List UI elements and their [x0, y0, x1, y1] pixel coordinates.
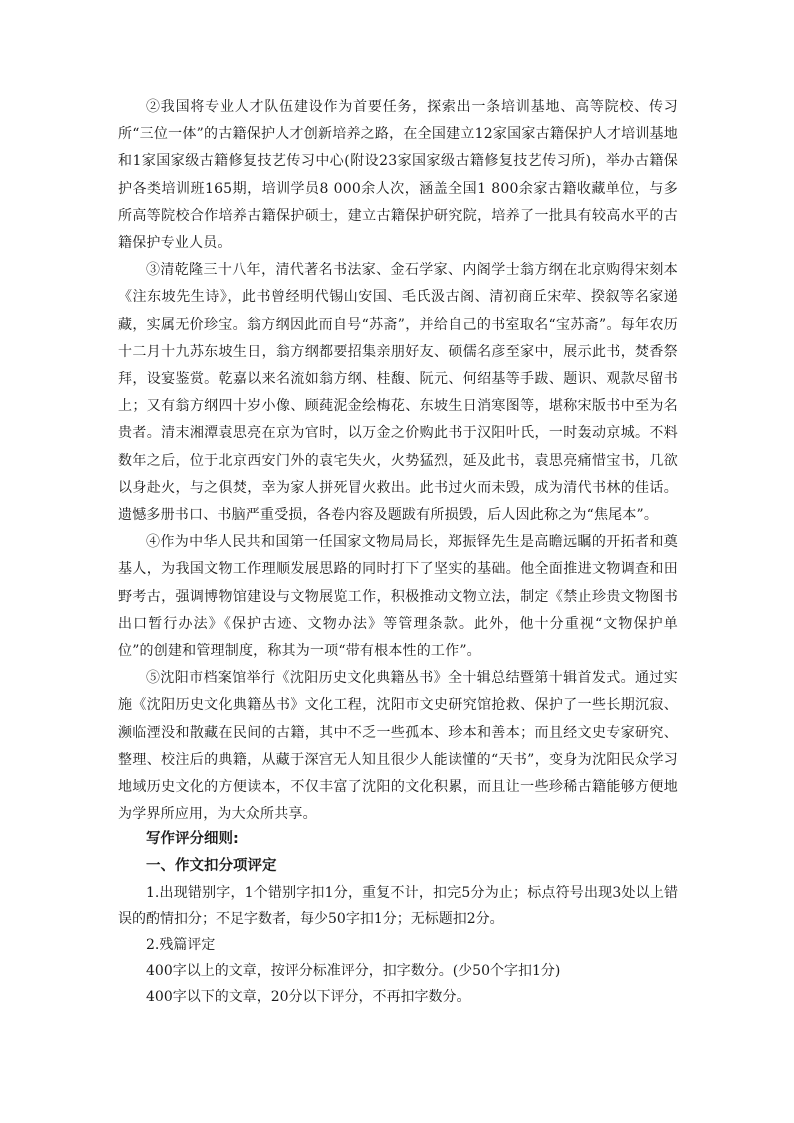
paragraph-4: ④作为中华人民共和国第一任国家文物局局长，郑振铎先生是高瞻远瞩的开拓者和奠基人，为我国文物工作理顺发展思路的同时打下了坚实的基础。他全面推进文物调查和田野考古，强调博物馆建设与文物展览工作，积极推动文物立法，制定《禁止珍贵文物图书出口暂行办法》《保护古迹、文物办法》等管理条款。此外，他十分重视“文物保护单位”的创建和管理制度，称其为一项“带有根本性的工作”。 [118, 534, 678, 660]
rule-typos: 1.出现错别字，1个错别字扣1分，重复不计，扣完5分为止；标点符号出现3处以上错误的酌情扣分；不足字数者，每少50字扣1分；无标题扣2分。 [118, 885, 678, 927]
scoring-title: 写作评分细则: [146, 831, 239, 847]
paragraph-2: ②我国将专业人才队伍建设作为首要任务，探索出一条培训基地、高等院校、传习所“三位一体”的古籍保护人才创新培养之路，在全国建立12家国家古籍保护人才培训基地和1家国家级古籍修复技艺传习中心(附设23家国家级古籍修复技艺传习所)，举办古籍保护各类培训班165期，培训学员8 000余人次，涵盖全国1 800余家古籍收藏单位，与多所高等院校合作培养古籍保护硕士，建立古籍保护研究院，培养了一批具有较高水平的古籍保护专业人员。 [118, 99, 678, 252]
rule-over-400: 400字以上的文章，按评分标准评分，扣字数分。(少50个字扣1分) [146, 963, 561, 979]
scoring-rules-section [118, 826, 678, 1010]
reading-passages [118, 94, 678, 828]
rule-under-400: 400字以下的文章，20分以下评分，不再扣字数分。 [146, 989, 471, 1005]
deduction-heading: 一、作文扣分项评定 [146, 858, 277, 874]
rule-incomplete-title: 2.残篇评定 [146, 937, 216, 953]
paragraph-5: ⑤沈阳市档案馆举行《沈阳历史文化典籍丛书》全十辑总结暨第十辑首发式。通过实施《沈阳历史文化典籍丛书》文化工程，沈阳市文史研究馆抢救、保护了一些长期沉寂、濒临湮没和散藏在民间的古籍，其中不乏一些孤本、珍本和善本；而且经文史专家研究、整理、校注后的典籍，从藏于深宫无人知且很少人能读懂的“天书”，变身为沈阳民众学习地域历史文化的方便读本，不仅丰富了沈阳的文化积累，而且让一些珍稀古籍能够方便地为学界所应用，为大众所共享。 [118, 670, 678, 823]
paragraph-3: ③清乾隆三十八年，清代著名书法家、金石学家、内阁学士翁方纲在北京购得宋刻本《注东坡先生诗》，此书曾经明代锡山安国、毛氏汲古阁、清初商丘宋荦、揆叙等名家递藏，实属无价珍宝。翁方纲因此而自号“苏斋”，并给自己的书室取名“宝苏斋”。每年农历十二月十九苏东坡生日，翁方纲都要招集亲朋好友、硕儒名彦至家中，展示此书，焚香祭拜，设宴鉴赏。乾嘉以来名流如翁方纲、桂馥、阮元、何绍基等手跋、题识、观款尽留书上；又有翁方纲四十岁小像、顾莼泥金绘梅花、东坡生日消寒图等，堪称宋版书中至为名贵者。清末湘潭袁思亮在京为官时，以万金之价购此书于汉阳叶氏，一时轰动京城。不料数年之后，位于北京西安门外的袁宅失火，火势猛烈，延及此书，袁思亮痛惜宝书，几欲以身赴火，与之俱焚，幸为家人拼死冒火救出。此书过火而未毁，成为清代书林的佳话。遗憾多册书口、书脑严重受损，各卷内容及题跋有所损毁，后人因此称之为“焦尾本”。 [118, 262, 678, 524]
